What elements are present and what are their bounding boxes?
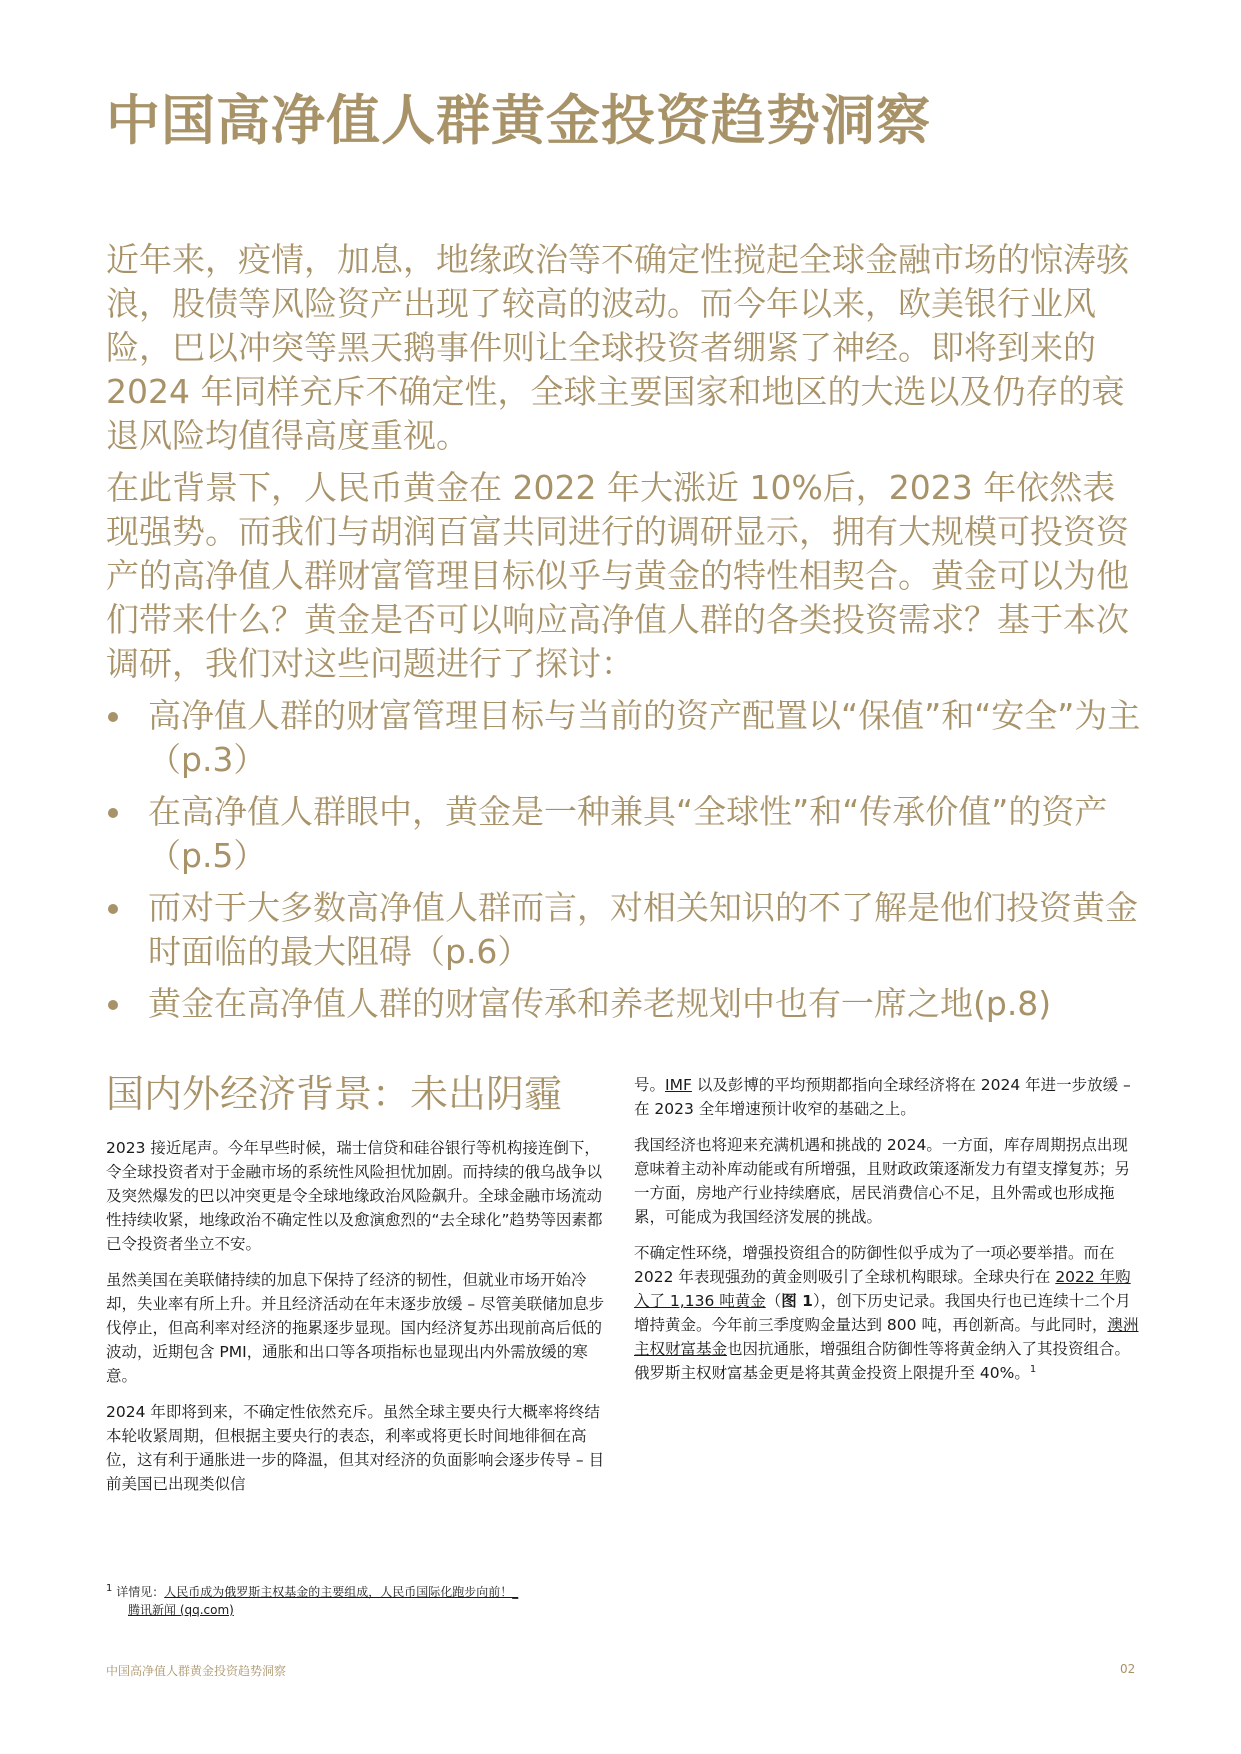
body-paragraph: 虽然美国在美联储持续的加息下保持了经济的韧性，但就业市场开始冷却，失业率有所上升。并且经济活动在年末逐步放缓 – 尽管美联储加息步伐停止，但高利率对经济的拖累逐步显现。国内经济复苏出现前高后低的波动，近期包含 PMI，通胀和出口等各项指标也显现出内外需放缓的寒意。 (106, 1271, 605, 1385)
footnote (106, 1583, 626, 1619)
body-paragraph: 2024 年即将到来，不确定性依然充斥。虽然全球主要央行大概率将终结本轮收紧周期，但根据主要央行的表态，利率或将更长时间地徘徊在高位，这有利于通胀进一步的降温，但其对经济的负面影响会逐步传导 – 目前美国已出现类似信 (106, 1403, 605, 1493)
central-bank-gold-link[interactable]: 2022 年购入了 1,136 吨黄金 (634, 1268, 1131, 1310)
footnote-link[interactable]: 人民币成为俄罗斯主权基金的主要组成，人民币国际化跑步向前！_ (164, 1585, 519, 1599)
text-run: 也因抗通胀，增强组合防御性等将黄金纳入了其投资组合。俄罗斯主权财富基金更是将其黄金投资上限提升至 40%。 (634, 1340, 1131, 1382)
body-paragraph: 2023 接近尾声。今年早些时候，瑞士信贷和硅谷银行等机构接连倒下，令全球投资者对于金融市场的系统性风险担忧加剧。而持续的俄乌战争以及突然爆发的巴以冲突更是令全球地缘政治风险飙升。全球金融市场流动性持续收紧，地缘政治不确定性以及愈演愈烈的“去全球化”趋势等因素都已令投资者坐立不安。 (106, 1139, 603, 1253)
page-number: 02 (1120, 1662, 1136, 1676)
text-run: ），创下历史记录。我国央行也已连续十二个月增持黄金。今年前三季度购金量达到 800 吨，再创新高。与此同时， (634, 1292, 1131, 1334)
intro-paragraph-2: 在此背景下，人民币黄金在 2022 年大涨近 10%后，2023 年依然表现强势。而我们与胡润百富共同进行的调研显示，拥有大规模可投资资产的高净值人群财富管理目标似乎与黄金的特性相契合。黄金可以为他们带来什么？黄金是否可以响应高净值人群的各类投资需求？基于本次调研，我们对这些问题进行了探讨： (106, 468, 1129, 683)
bullet-dot-icon (108, 808, 118, 818)
footnote-prefix: 详情见： (116, 1585, 165, 1599)
australia-fund-link[interactable]: 澳洲主权财富基金 (634, 1316, 1139, 1358)
list-item-text: 而对于大多数高净值人群而言，对相关知识的不了解是他们投资黄金时面临的最大阻碍（p.6） (148, 888, 1138, 971)
imf-link[interactable]: IMF (665, 1076, 692, 1094)
section-heading: 国内外经济背景：未出阴霾 (106, 1072, 563, 1116)
intro-section (106, 238, 1141, 1034)
footer-title: 中国高净值人群黄金投资趋势洞察 (106, 1664, 287, 1678)
text-run: 号。 (634, 1076, 666, 1094)
list-item (106, 694, 1141, 782)
text-run: 不确定性环绕，增强投资组合的防御性似乎成为了一项必要举措。而在 2022 年表现强劲的黄金则吸引了全球机构眼球。全球央行在 (634, 1244, 1115, 1286)
figure-reference: 图 1 (781, 1292, 813, 1310)
bullet-dot-icon (108, 712, 118, 722)
key-findings-list (106, 694, 1141, 1026)
intro-paragraph-1: 近年来，疫情，加息，地缘政治等不确定性搅起全球金融市场的惊涛骇浪，股债等风险资产出现了较高的波动。而今年以来，欧美银行业风险，巴以冲突等黑天鹅事件则让全球投资者绷紧了神经。即将到来的 2024 年同样充斥不确定性，全球主要国家和地区的大选以及仍存的衰退风险均值得高度重视。 (106, 240, 1129, 455)
body-paragraph (634, 1073, 1139, 1121)
footnote-marker: 1 (1029, 1363, 1037, 1375)
text-run: （ (765, 1292, 782, 1310)
list-item (106, 886, 1141, 974)
left-column (106, 1136, 606, 1508)
list-item (106, 790, 1141, 878)
footnote-number: 1 (106, 1583, 113, 1594)
bullet-dot-icon (108, 1000, 118, 1010)
footnote-link-source[interactable]: 腾讯新闻 (qq.com) (128, 1603, 234, 1617)
right-column (634, 1073, 1139, 1397)
list-item-text: 黄金在高净值人群的财富传承和养老规划中也有一席之地(p.8) (148, 984, 1052, 1023)
list-item (106, 982, 1141, 1026)
text-run: 以及彭博的平均预期都指向全球经济将在 2024 年进一步放缓 – 在 2023 全年增速预计收窄的基础之上。 (634, 1076, 1131, 1118)
list-item-text: 在高净值人群眼中，黄金是一种兼具“全球性”和“传承价值”的资产（p.5） (148, 792, 1108, 875)
body-paragraph: 我国经济也将迎来充满机遇和挑战的 2024。一方面，库存周期拐点出现意味着主动补库动能或有所增强，且财政政策逐渐发力有望支撑复苏；另一方面，房地产行业持续磨底，居民消费信心不足，且外需或也形成拖累，可能成为我国经济发展的挑战。 (634, 1136, 1131, 1226)
list-item-text: 高净值人群的财富管理目标与当前的资产配置以“保值”和“安全”为主（p.3） (148, 696, 1141, 779)
page-title: 中国高净值人群黄金投资趋势洞察 (106, 89, 931, 152)
bullet-dot-icon (108, 904, 118, 914)
body-paragraph (634, 1241, 1139, 1385)
